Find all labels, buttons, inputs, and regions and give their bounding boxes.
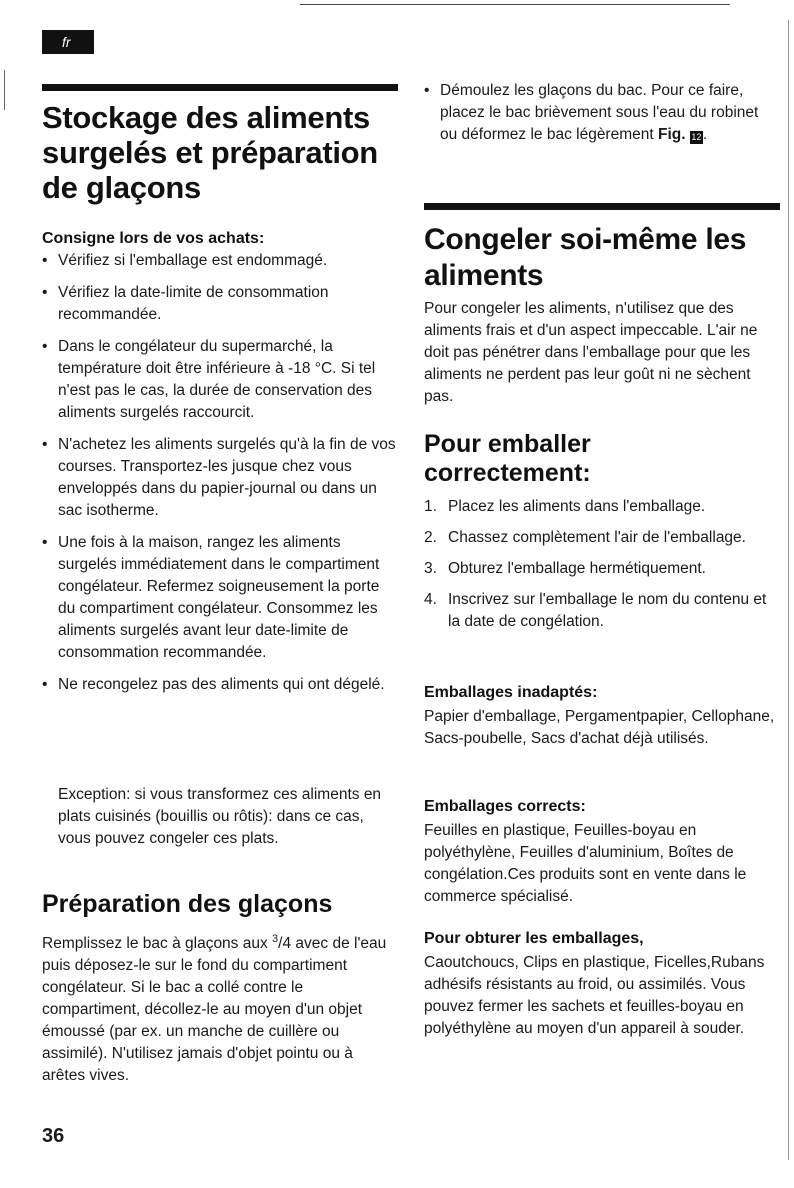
list-item: • Démoulez les glaçons du bac. Pour ce faire, placez le bac brièvement sous l'eau du robinet ou déformez le bac légèrement Fig. 12. — [424, 80, 774, 146]
glacons-heading: Préparation des glaçons — [42, 890, 333, 918]
list-item: • Ne recongelez pas des aliments qui ont dégelé. — [42, 674, 397, 696]
list-item: • Une fois à la maison, rangez les aliments surgelés immédiatement dans le compartiment congélateur. Refermez soigneusement la porte du compartiment congélateur. Consommez les aliments surgelés avant leur date-limite de consommation recommandée. — [42, 532, 397, 664]
figure-reference: Fig. — [657, 126, 686, 143]
page-title: Stockage des aliments surgelés et préparation de glaçons — [42, 100, 378, 205]
figure-number-badge: 12 — [691, 132, 702, 142]
demoulez-list — [424, 80, 774, 146]
list-item: 3. Obturez l'emballage hermétiquement. — [424, 560, 706, 577]
top-scan-line — [300, 4, 730, 5]
inadaptes-heading: Emballages inadaptés: — [424, 684, 598, 701]
right-title-rule — [424, 203, 780, 210]
list-item: 4. Inscrivez sur l'emballage le nom du contenu et la date de congélation. — [424, 591, 767, 630]
congeler-title: Congeler soi-même les aliments — [424, 223, 747, 292]
consigne-heading: Consigne lors de vos achats: — [42, 230, 265, 247]
packaging-steps — [424, 496, 774, 633]
list-item: • Dans le congélateur du supermarché, la température doit être inférieure à -18 °C. Si tel n'est pas le cas, la durée de conservation des aliments surgelés raccourcit. — [42, 336, 397, 424]
language-badge: fr — [42, 30, 94, 54]
glacons-paragraph: Remplissez le bac à glaçons aux $^3$/4 avec de l'eau puis déposez-le sur le fond du compartiment congélateur. Si le bac a collé contre le compartiment, décollez-le au moyen d'un objet émoussé (par ex. un manche de cuillère ou assimilé). N'utilisez jamais d'objet pointu ou à arêtes vives. — [42, 933, 387, 1084]
obturer-heading: Pour obturer les emballages, — [424, 930, 644, 947]
corrects-text: Feuilles en plastique, Feuilles-boyau en polyéthylène, Feuilles d'aluminium, Boîtes de congélation.Ces produits sont en vente dans le commerce spécialisé. — [424, 822, 747, 905]
left-title-rule — [42, 84, 398, 91]
left-scan-edge — [4, 70, 5, 110]
list-item: 1. Placez les aliments dans l'emballage. — [424, 498, 706, 515]
purchase-tips-list — [42, 250, 397, 696]
congeler-intro: Pour congeler les aliments, n'utilisez que des aliments frais et d'un aspect impeccable. L'air ne doit pas pénétrer dans l'emballage pour que les aliments ne perdent pas leur goût ni ne sèchent pas. — [424, 300, 758, 405]
list-item: 2. Chassez complètement l'air de l'emballage. — [424, 529, 746, 546]
exception-text: Exception: si vous transformez ces aliments en plats cuisinés (bouillis ou rôtis): dans ce cas, vous pouvez congeler ces plats. — [58, 786, 382, 847]
inadaptes-text: Papier d'emballage, Pergamentpapier, Cellophane, Sacs-poubelle, Sacs d'achat déjà utilisés. — [424, 708, 775, 747]
corrects-heading: Emballages corrects: — [424, 798, 586, 815]
obturer-text: Caoutchoucs, Clips en plastique, Ficelles,Rubans adhésifs résistants au froid, ou assimilés. Vous pouvez fermer les sachets et feuilles-boyau en polyéthylène au moyen d'un appareil à souder. — [424, 954, 765, 1037]
list-item: • N'achetez les aliments surgelés qu'à la fin de vos courses. Transportez-les jusque chez vous enveloppés dans du papier-journal ou dans un sac isotherme. — [42, 434, 397, 522]
emballer-heading: Pour emballer correctement: — [424, 430, 591, 487]
page-number: 36 — [42, 1125, 65, 1147]
list-item: • Vérifiez si l'emballage est endommagé. — [42, 250, 397, 272]
right-scan-edge — [788, 20, 789, 1160]
list-item: • Vérifiez la date-limite de consommation recommandée. — [42, 282, 397, 326]
